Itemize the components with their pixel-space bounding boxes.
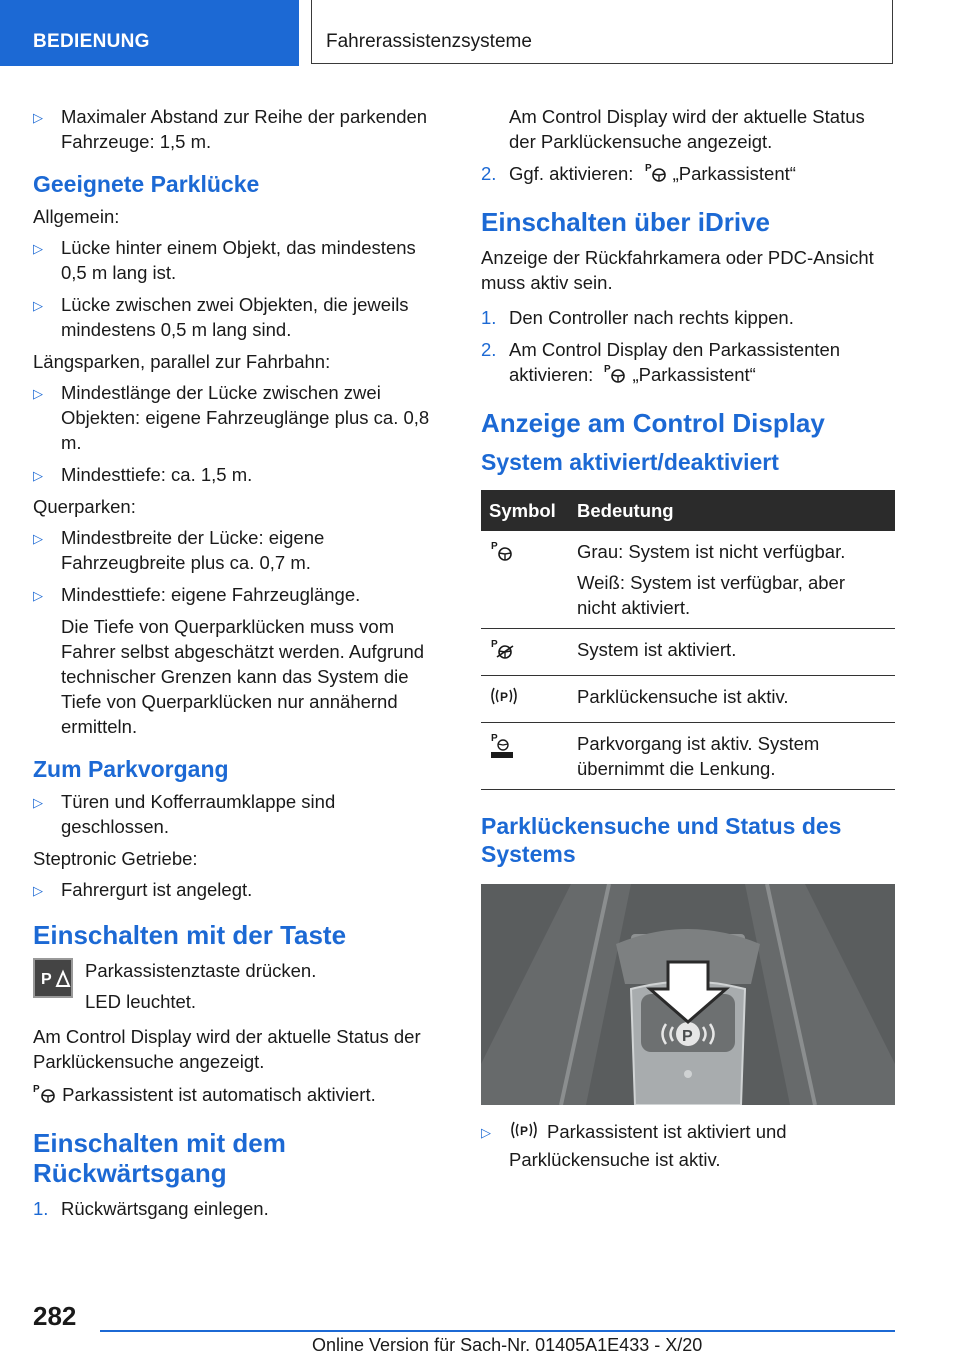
svg-text:P: P [41, 971, 52, 988]
heading-parkluecken-status: Parklückensuche und Status des Systems [481, 813, 842, 868]
button-instruction [33, 958, 443, 1014]
park-assist-active-icon [33, 1082, 57, 1110]
triangle-bullet-icon: ▷ [33, 588, 43, 603]
header-section-label: BEDIENUNG [33, 31, 150, 52]
park-assist-icon [645, 161, 667, 189]
list-item: ▷ Mindesttiefe: ca. 1,5 m. [33, 462, 443, 487]
svg-text:P: P [520, 1124, 529, 1139]
triangle-bullet-icon: ▷ [33, 298, 43, 313]
table-header-symbol: Symbol [481, 490, 569, 531]
footer-online-version: Online Version für Sach-Nr. 01405A1E433 - X/20 [312, 1335, 703, 1355]
heading-system-aktiviert: System aktiviert/deaktiviert [481, 449, 779, 476]
paragraph-with-icon: P Parkassistent ist automatisch aktiviert. [33, 1082, 443, 1110]
triangle-bullet-icon: ▷ [33, 468, 43, 483]
paragraph: LED leuchtet. [85, 991, 197, 1012]
list-item: ▷ Mindestbreite der Lücke: eigene Fahrzeugbreite plus ca. 0,7 m. [33, 527, 325, 573]
table-cell-meaning: Grau: System ist nicht verfügbar. Weiß: System ist verfügbar, aber nicht aktiviert. [569, 531, 895, 629]
park-assist-active-icon [489, 639, 515, 665]
table-row [481, 531, 895, 629]
table-cell-meaning: Parklückensuche ist aktiv. [569, 676, 895, 723]
park-assist-icon [604, 362, 626, 390]
svg-text:P: P [682, 1028, 693, 1046]
parking-space-search-icon [489, 691, 519, 712]
table-row [481, 676, 895, 723]
heading-zum-parkvorgang: Zum Parkvorgang [33, 756, 229, 782]
page-number: 282 [33, 1301, 77, 1331]
list-item: ▷ Mindesttiefe: eigene Fahrzeuglänge. [33, 582, 443, 607]
table-row [481, 723, 895, 790]
list-item: 2. Ggf. aktivieren: P „Parkassistent“ [481, 161, 895, 189]
paragraph: Steptronic Getriebe: [33, 848, 198, 869]
header-section-tab [0, 0, 299, 66]
right-column [481, 104, 895, 1179]
footer-divider [100, 1330, 895, 1332]
table-cell-symbol [481, 629, 569, 676]
park-assist-button-icon [33, 958, 73, 998]
list-item: ▷ Fahrergurt ist angelegt. [33, 877, 443, 902]
list-item: ▷ P Parkassistent ist aktiviert und Parklückensuche ist aktiv. [481, 1121, 787, 1171]
triangle-bullet-icon: ▷ [33, 241, 43, 256]
list-item: 2. Am Control Display den Parkassistenten aktivieren: P „Parkassistent“ [481, 337, 895, 390]
left-column [33, 104, 443, 1228]
header-chapter-box [311, 0, 893, 64]
park-assist-icon [489, 541, 515, 567]
paragraph: Am Control Display wird der aktuelle Status der Parklückensuche angezeigt. [33, 1026, 421, 1072]
heading-geeignete-parkluecke: Geeignete Parklücke [33, 171, 260, 197]
list-item: 1. Rückwärtsgang einlegen. [33, 1198, 269, 1220]
list-item: 1. Den Controller nach rechts kippen. [481, 307, 794, 329]
control-display-illustration [481, 884, 895, 1105]
list-item: ▷ Lücke hinter einem Objekt, das mindestens 0,5 m lang ist. [33, 237, 416, 283]
paragraph: Längsparken, parallel zur Fahrbahn: [33, 351, 331, 372]
heading-einschalten-idrive: Einschalten über iDrive [481, 207, 770, 238]
park-assist-auto-icon [489, 733, 515, 763]
triangle-bullet-icon: ▷ [33, 110, 43, 125]
paragraph: Am Control Display wird der aktuelle Status der Parklückensuche angezeigt. [509, 106, 865, 152]
table-header-meaning: Bedeutung [569, 490, 895, 531]
paragraph: Parkassistenztaste drücken. [85, 960, 317, 981]
heading-anzeige-control-display: Anzeige am Control Display [481, 408, 825, 439]
table-cell-meaning: Parkvorgang ist aktiv. System übernimmt die Lenkung. [569, 723, 895, 790]
paragraph: Anzeige der Rückfahrkamera oder PDC-Ansicht muss aktiv sein. [481, 247, 874, 294]
triangle-bullet-icon: ▷ [33, 386, 43, 401]
paragraph: Querparken: [33, 496, 136, 517]
triangle-bullet-icon: ▷ [33, 883, 43, 898]
heading-einschalten-rueckwaertsgang: Einschalten mit dem Rückwärtsgang [33, 1128, 286, 1189]
symbol-table [481, 490, 895, 790]
list-item: ▷ Türen und Kofferraumklappe sind geschlossen. [33, 791, 336, 837]
svg-text:P: P [491, 639, 498, 651]
triangle-bullet-icon: ▷ [481, 1125, 491, 1141]
heading-einschalten-taste: Einschalten mit der Taste [33, 920, 347, 950]
parking-space-search-icon [509, 1119, 539, 1147]
table-cell-meaning: System ist aktiviert. [569, 629, 895, 676]
table-cell-symbol [481, 676, 569, 723]
svg-text:P: P [491, 541, 498, 553]
list-item: ▷ Lücke zwischen zwei Objekten, die jeweils mindestens 0,5 m lang sind. [33, 294, 409, 340]
list-item-note: Die Tiefe von Querparklücken muss vom Fahrer selbst abgeschätzt werden. Aufgrund technischer Grenzen kann das System die Tiefe von Querparklücken nur annähernd ermitteln. [61, 616, 425, 737]
triangle-bullet-icon: ▷ [33, 531, 43, 546]
svg-text:P: P [491, 733, 498, 745]
triangle-bullet-icon: ▷ [33, 795, 43, 810]
svg-text:P: P [644, 163, 652, 175]
list-item: ▷ Maximaler Abstand zur Reihe der parkenden Fahrzeuge: 1,5 m. [33, 106, 428, 152]
list-item: ▷ Mindestlänge der Lücke zwischen zwei Objekten: eigene Fahrzeuglänge plus ca. 0,8 m. [33, 382, 430, 453]
table-cell-symbol [481, 723, 569, 790]
paragraph: Allgemein: [33, 206, 120, 227]
table-row [481, 629, 895, 676]
table-header-row [481, 490, 895, 531]
svg-text:P: P [500, 690, 509, 705]
header-chapter-label: Fahrerassistenzsysteme [326, 31, 532, 52]
svg-text:P: P [33, 1084, 40, 1096]
svg-text:P: P [604, 364, 612, 376]
table-cell-symbol [481, 531, 569, 629]
